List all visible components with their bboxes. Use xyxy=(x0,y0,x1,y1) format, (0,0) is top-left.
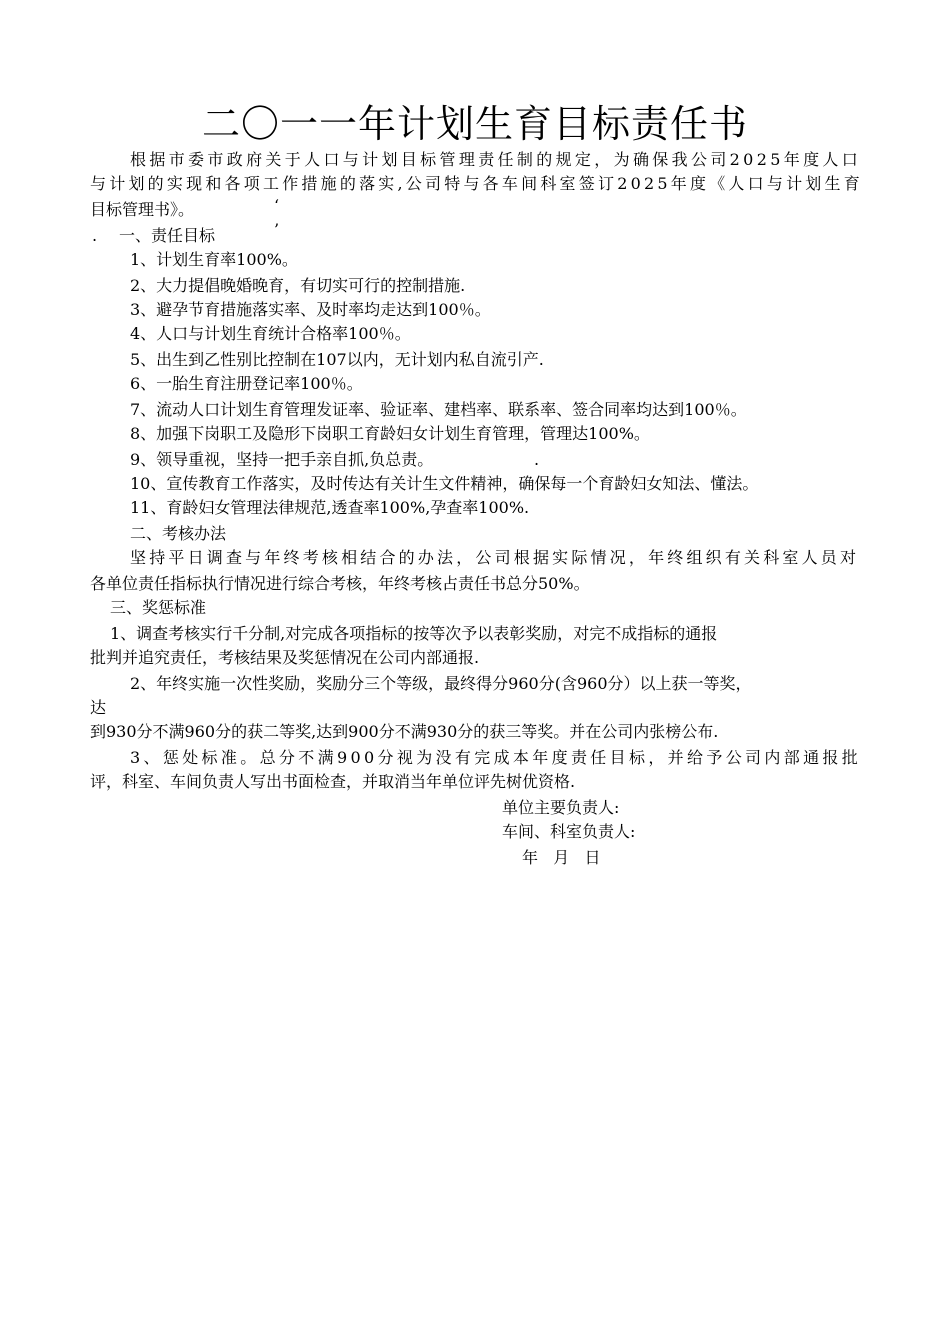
glyph: 定 xyxy=(574,150,591,169)
glyph: 满 xyxy=(317,748,334,767)
glyph: 目 xyxy=(609,748,626,767)
reward-p2-line-2: 达 xyxy=(90,698,107,717)
glyph: 制 xyxy=(516,150,533,169)
glyph: 委 xyxy=(188,150,205,169)
stray-mark-b: ’ xyxy=(274,220,280,239)
glyph: 的 xyxy=(147,174,164,193)
glyph: 分 xyxy=(278,748,295,767)
glyph: 人 xyxy=(801,548,818,567)
reward-p2-line-1: 2、年终实施一次性奖励，奖励分三个等级，最终得分960分(含960分）以上获一等奖， xyxy=(130,674,752,693)
glyph: 终 xyxy=(667,548,684,567)
glyph: 员 xyxy=(820,548,837,567)
glyph: 终 xyxy=(283,548,300,567)
glyph: 2 xyxy=(617,174,628,193)
glyph: 给 xyxy=(687,748,704,767)
glyph: 计 xyxy=(109,174,126,193)
glyph: 年 xyxy=(783,150,800,169)
glyph: 管 xyxy=(439,150,456,169)
glyph: 司 xyxy=(745,748,762,767)
glyph: 签 xyxy=(578,174,595,193)
glyph: 度 xyxy=(803,150,820,169)
goal-item-2: 2、大力提倡晚婚晚育，有切实可行的控制措施. xyxy=(130,276,466,295)
glyph: 划 xyxy=(128,174,145,193)
glyph: 2 xyxy=(729,150,740,169)
glyph: 根 xyxy=(130,150,147,169)
glyph: 工 xyxy=(262,174,279,193)
glyph: 本 xyxy=(512,748,529,767)
glyph: 施 xyxy=(320,174,337,193)
glyph: 持 xyxy=(149,548,166,567)
glyph: 司 xyxy=(425,174,442,193)
glyph: 5 xyxy=(657,174,668,193)
glyph: 合 xyxy=(379,548,396,567)
glyph: 5 xyxy=(770,150,781,169)
reward-p3-line-2: 评，科室、车间负责人写出书面检查，并取消当年单位评先树优资格. xyxy=(90,772,576,791)
glyph: 目 xyxy=(400,150,417,169)
intro-line-3: 目标管理书》。 xyxy=(90,200,195,219)
glyph: 批 xyxy=(841,748,858,767)
glyph: 分 xyxy=(377,748,394,767)
goal-item-9-dot: . xyxy=(534,450,540,469)
glyph: 特 xyxy=(444,174,461,193)
glyph: 标 xyxy=(420,150,437,169)
glyph: 与 xyxy=(766,174,783,193)
glyph: 实 xyxy=(378,174,395,193)
glyph: 办 xyxy=(417,548,434,567)
glyph: 年 xyxy=(264,548,281,567)
glyph: 准 xyxy=(220,748,237,767)
glyph: 3 xyxy=(130,748,141,767)
glyph: 《 xyxy=(709,174,726,193)
glyph: 据 xyxy=(532,548,549,567)
glyph: 口 xyxy=(747,174,764,193)
section2-heading: 二、考核办法 xyxy=(130,524,227,543)
glyph: 公 xyxy=(405,174,422,193)
goal-item-8: 8、加强下岗职工及隐形下岗职工育龄妇女计划生育管理，管理达100%。 xyxy=(130,424,650,443)
glyph: 有 xyxy=(454,748,471,767)
glyph: 间 xyxy=(521,174,538,193)
glyph: 年 xyxy=(648,548,665,567)
glyph: 人 xyxy=(304,150,321,169)
glyph: 责 xyxy=(570,748,587,767)
glyph: 0 xyxy=(363,748,375,767)
glyph: 与 xyxy=(463,174,480,193)
glyph: 各 xyxy=(224,174,241,193)
glyph: 订 xyxy=(597,174,614,193)
glyph: 2 xyxy=(643,174,655,193)
glyph: 处 xyxy=(182,748,199,767)
goal-item-11: 11、育龄妇女管理法律规范,透查率100%,孕查率100%. xyxy=(130,498,530,517)
glyph: 并 xyxy=(667,748,684,767)
glyph: ， xyxy=(628,548,645,567)
glyph: 据 xyxy=(149,150,166,169)
glyph: 度 xyxy=(551,748,568,767)
glyph: 项 xyxy=(243,174,260,193)
glyph: 关 xyxy=(265,150,282,169)
goal-item-7: 7、流动人口计划生育管理发证率、验证率、建档率、联系率、签合同率均达到100％。 xyxy=(130,400,747,419)
glyph: 标 xyxy=(628,748,645,767)
reward-p1-line-1: 1、调查考核实行千分制,对完成各项指标的按等次予以表彰奖励，对完不成指标的通报 xyxy=(110,624,718,643)
glyph: 实 xyxy=(552,548,569,567)
glyph: 措 xyxy=(301,174,318,193)
glyph: 。 xyxy=(240,748,257,767)
glyph: 口 xyxy=(323,150,340,169)
assessment-line-2: 各单位责任指标执行情况进行综合考核，年终考核占责任书总分50%。 xyxy=(90,574,590,593)
reward-p3-line-1 xyxy=(130,746,858,770)
goal-item-4: 4、人口与计划生育统计合格率100％。 xyxy=(130,324,411,343)
glyph: 0 xyxy=(630,174,641,193)
glyph: 于 xyxy=(284,150,301,169)
glyph: 与 xyxy=(342,150,359,169)
glyph: 报 xyxy=(822,748,839,767)
glyph: 考 xyxy=(302,548,319,567)
glyph: 视 xyxy=(396,748,413,767)
glyph: 的 xyxy=(398,548,415,567)
glyph: 平 xyxy=(168,548,185,567)
goal-item-3: 3、避孕节育措施落实率、及时率均走达到100％。 xyxy=(130,300,491,319)
glyph: 规 xyxy=(555,150,572,169)
glyph: 查 xyxy=(225,548,242,567)
dept-head-signature-label: 车间、科室负责人: xyxy=(502,822,636,841)
goal-item-9: 9、领导重视，坚持一把手亲自抓,负总责。 xyxy=(130,450,434,469)
glyph: 部 xyxy=(783,748,800,767)
glyph: 科 xyxy=(540,174,557,193)
glyph: 划 xyxy=(381,150,398,169)
glyph: 作 xyxy=(282,174,299,193)
glyph: 我 xyxy=(671,150,688,169)
intro-line-1 xyxy=(130,148,858,172)
glyph: 计 xyxy=(786,174,803,193)
glyph: 市 xyxy=(207,150,224,169)
section3-heading: 三、奖惩标准 xyxy=(110,598,207,617)
glyph: 标 xyxy=(201,748,218,767)
glyph: 司 xyxy=(494,548,511,567)
glyph: 予 xyxy=(706,748,723,767)
glyph: 划 xyxy=(805,174,822,193)
glyph: ， xyxy=(456,548,473,567)
glyph: 确 xyxy=(632,150,649,169)
glyph: 公 xyxy=(690,150,707,169)
glyph: 人 xyxy=(822,150,839,169)
glyph: 责 xyxy=(478,150,495,169)
glyph: , xyxy=(397,174,403,193)
glyph: 总 xyxy=(259,748,276,767)
glyph: 结 xyxy=(360,548,377,567)
glyph: 实 xyxy=(166,174,183,193)
glyph: 内 xyxy=(764,748,781,767)
glyph: 完 xyxy=(474,748,491,767)
glyph: 为 xyxy=(613,150,630,169)
reward-p2-line-3: 到930分不满960分的获二等奖,达到900分不满930分的获三等奖。并在公司内张榜公布. xyxy=(90,722,719,741)
glyph: 的 xyxy=(536,150,553,169)
stray-mark-c: . xyxy=(92,226,98,245)
intro-line-2 xyxy=(90,172,860,196)
glyph: 公 xyxy=(475,548,492,567)
glyph: 任 xyxy=(497,150,514,169)
glyph: 保 xyxy=(652,150,669,169)
section1-heading: 一、责任目标 xyxy=(119,226,216,245)
glyph: 不 xyxy=(298,748,315,767)
goal-item-6: 6、一胎生育注册登记率100％。 xyxy=(130,374,363,393)
goal-item-5: 5、出生到乙性别比控制在107以内，无计划内私自流引产. xyxy=(130,350,544,369)
glyph: 室 xyxy=(559,174,576,193)
glyph: 、 xyxy=(143,748,160,767)
glyph: 成 xyxy=(493,748,510,767)
glyph: 理 xyxy=(458,150,475,169)
glyph: 司 xyxy=(710,150,727,169)
glyph: 织 xyxy=(705,548,722,567)
glyph: 年 xyxy=(532,748,549,767)
glyph: 与 xyxy=(245,548,262,567)
glyph: 际 xyxy=(571,548,588,567)
goal-item-1: 1、计划生育率100%。 xyxy=(130,250,298,269)
glyph: 没 xyxy=(435,748,452,767)
goal-item-10: 10、宣传教育工作落实，及时传达有关计生文件精神，确保每一个育龄妇女知法、懂法。 xyxy=(130,474,759,493)
glyph: 根 xyxy=(513,548,530,567)
glyph: 度 xyxy=(689,174,706,193)
glyph: 调 xyxy=(206,548,223,567)
glyph: 府 xyxy=(246,150,263,169)
glyph: 落 xyxy=(359,174,376,193)
glyph: 有 xyxy=(724,548,741,567)
glyph: 与 xyxy=(90,174,107,193)
glyph: 组 xyxy=(686,548,703,567)
glyph: 法 xyxy=(437,548,454,567)
glyph: 情 xyxy=(590,548,607,567)
glyph: 公 xyxy=(725,748,742,767)
glyph: 科 xyxy=(763,548,780,567)
glyph: 计 xyxy=(362,150,379,169)
glyph: 通 xyxy=(803,748,820,767)
document-title: 二〇一一年计划生育目标责任书 xyxy=(201,102,748,146)
glyph: 核 xyxy=(321,548,338,567)
glyph: 人 xyxy=(728,174,745,193)
glyph: 口 xyxy=(841,150,858,169)
glyph: 生 xyxy=(824,174,841,193)
glyph: 育 xyxy=(843,174,860,193)
glyph: 为 xyxy=(416,748,433,767)
glyph: 关 xyxy=(744,548,761,567)
assessment-line-1 xyxy=(130,546,856,570)
glyph: 0 xyxy=(350,748,361,767)
glyph: 惩 xyxy=(162,748,179,767)
glyph: 室 xyxy=(782,548,799,567)
glyph: 相 xyxy=(341,548,358,567)
unit-head-signature-label: 单位主要负责人: xyxy=(502,798,620,817)
glyph: 日 xyxy=(187,548,204,567)
glyph: 坚 xyxy=(130,548,147,567)
glyph: 的 xyxy=(339,174,356,193)
glyph: 和 xyxy=(205,174,222,193)
glyph: 市 xyxy=(168,150,185,169)
reward-p1-line-2: 批判并追究责任，考核结果及奖惩情况在公司内部通报. xyxy=(90,648,480,667)
stray-mark-a: ‘ xyxy=(274,196,280,215)
glyph: 2 xyxy=(756,150,767,169)
signature-date: 年 月 日 xyxy=(522,848,601,867)
glyph: 各 xyxy=(482,174,499,193)
glyph: 对 xyxy=(839,548,856,567)
glyph: 况 xyxy=(609,548,626,567)
glyph: ， xyxy=(594,150,611,169)
glyph: 任 xyxy=(590,748,607,767)
glyph: 现 xyxy=(186,174,203,193)
glyph: ， xyxy=(648,748,665,767)
glyph: 0 xyxy=(743,150,754,169)
glyph: 9 xyxy=(336,748,348,767)
glyph: 年 xyxy=(670,174,687,193)
glyph: 车 xyxy=(501,174,518,193)
glyph: 政 xyxy=(226,150,243,169)
